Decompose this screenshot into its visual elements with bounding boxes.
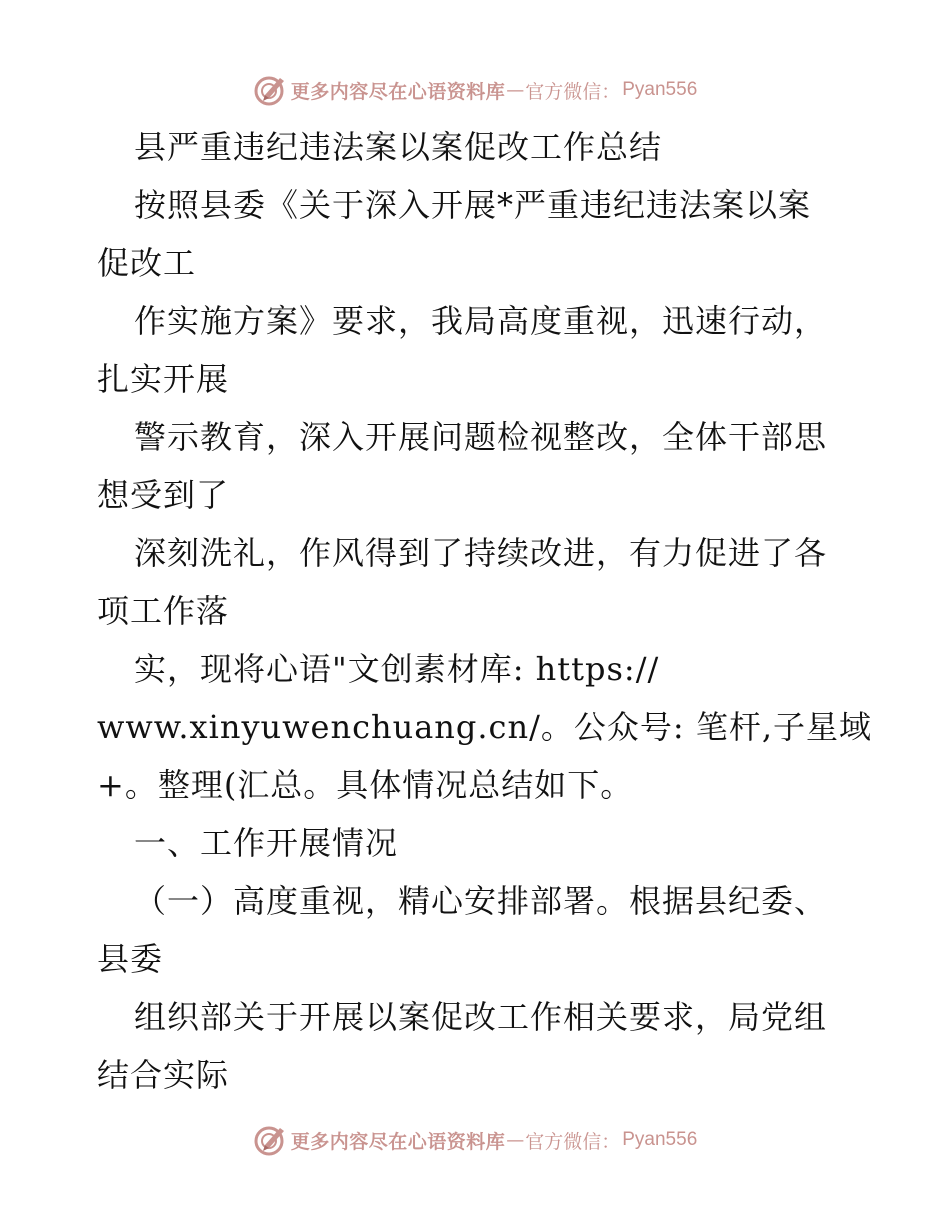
- document-line: 警示教育，深入开展问题检视整改，全体干部思: [134, 418, 828, 456]
- document-line: 实，现将心语"文创素材库: https://: [134, 650, 660, 688]
- pen-logo-icon: [253, 1123, 287, 1157]
- document-line: 项工作落: [97, 592, 230, 630]
- watermark-handle: Pyan556: [622, 79, 698, 100]
- watermark-label: 官方微信：: [525, 1130, 621, 1153]
- document-line: 作实施方案》要求，我局高度重视，迅速行动，: [134, 302, 828, 340]
- watermark-label: 官方微信：: [525, 80, 621, 103]
- document-line: （一）高度重视，精心安排部署。根据县纪委、: [134, 882, 828, 920]
- watermark-handle: Pyan556: [622, 1129, 698, 1150]
- watermark-separator: —: [506, 79, 525, 101]
- document-body: [97, 118, 897, 1104]
- watermark-main-text: 更多内容尽在心语资料库: [290, 1130, 506, 1153]
- document-line: 想受到了: [97, 476, 230, 514]
- document-line: 结合实际: [97, 1056, 230, 1094]
- pen-logo-icon: [253, 73, 287, 107]
- document-line: 扎实开展: [97, 360, 230, 398]
- watermark-main-text: 更多内容尽在心语资料库: [290, 80, 506, 103]
- document-line: 县委: [97, 940, 164, 978]
- document-line: 组织部关于开展以案促改工作相关要求，局党组: [134, 998, 828, 1036]
- document-line: 深刻洗礼，作风得到了持续改进，有力促进了各: [134, 534, 828, 572]
- header-watermark: [0, 70, 950, 110]
- document-line: 按照县委《关于深入开展*严重违纪违法案以案: [134, 186, 812, 224]
- document-line: 促改工: [97, 244, 197, 282]
- footer-watermark: [0, 1120, 950, 1160]
- document-title: 县严重违纪违法案以案促改工作总结: [134, 128, 663, 166]
- document-line: 一、工作开展情况: [134, 824, 399, 862]
- watermark-separator: —: [506, 1129, 525, 1151]
- document-line: www.xinyuwenchuang.cn/。公众号: 笔杆,子星域: [97, 708, 872, 746]
- document-line: +。整理(汇总。具体情况总结如下。: [97, 766, 634, 804]
